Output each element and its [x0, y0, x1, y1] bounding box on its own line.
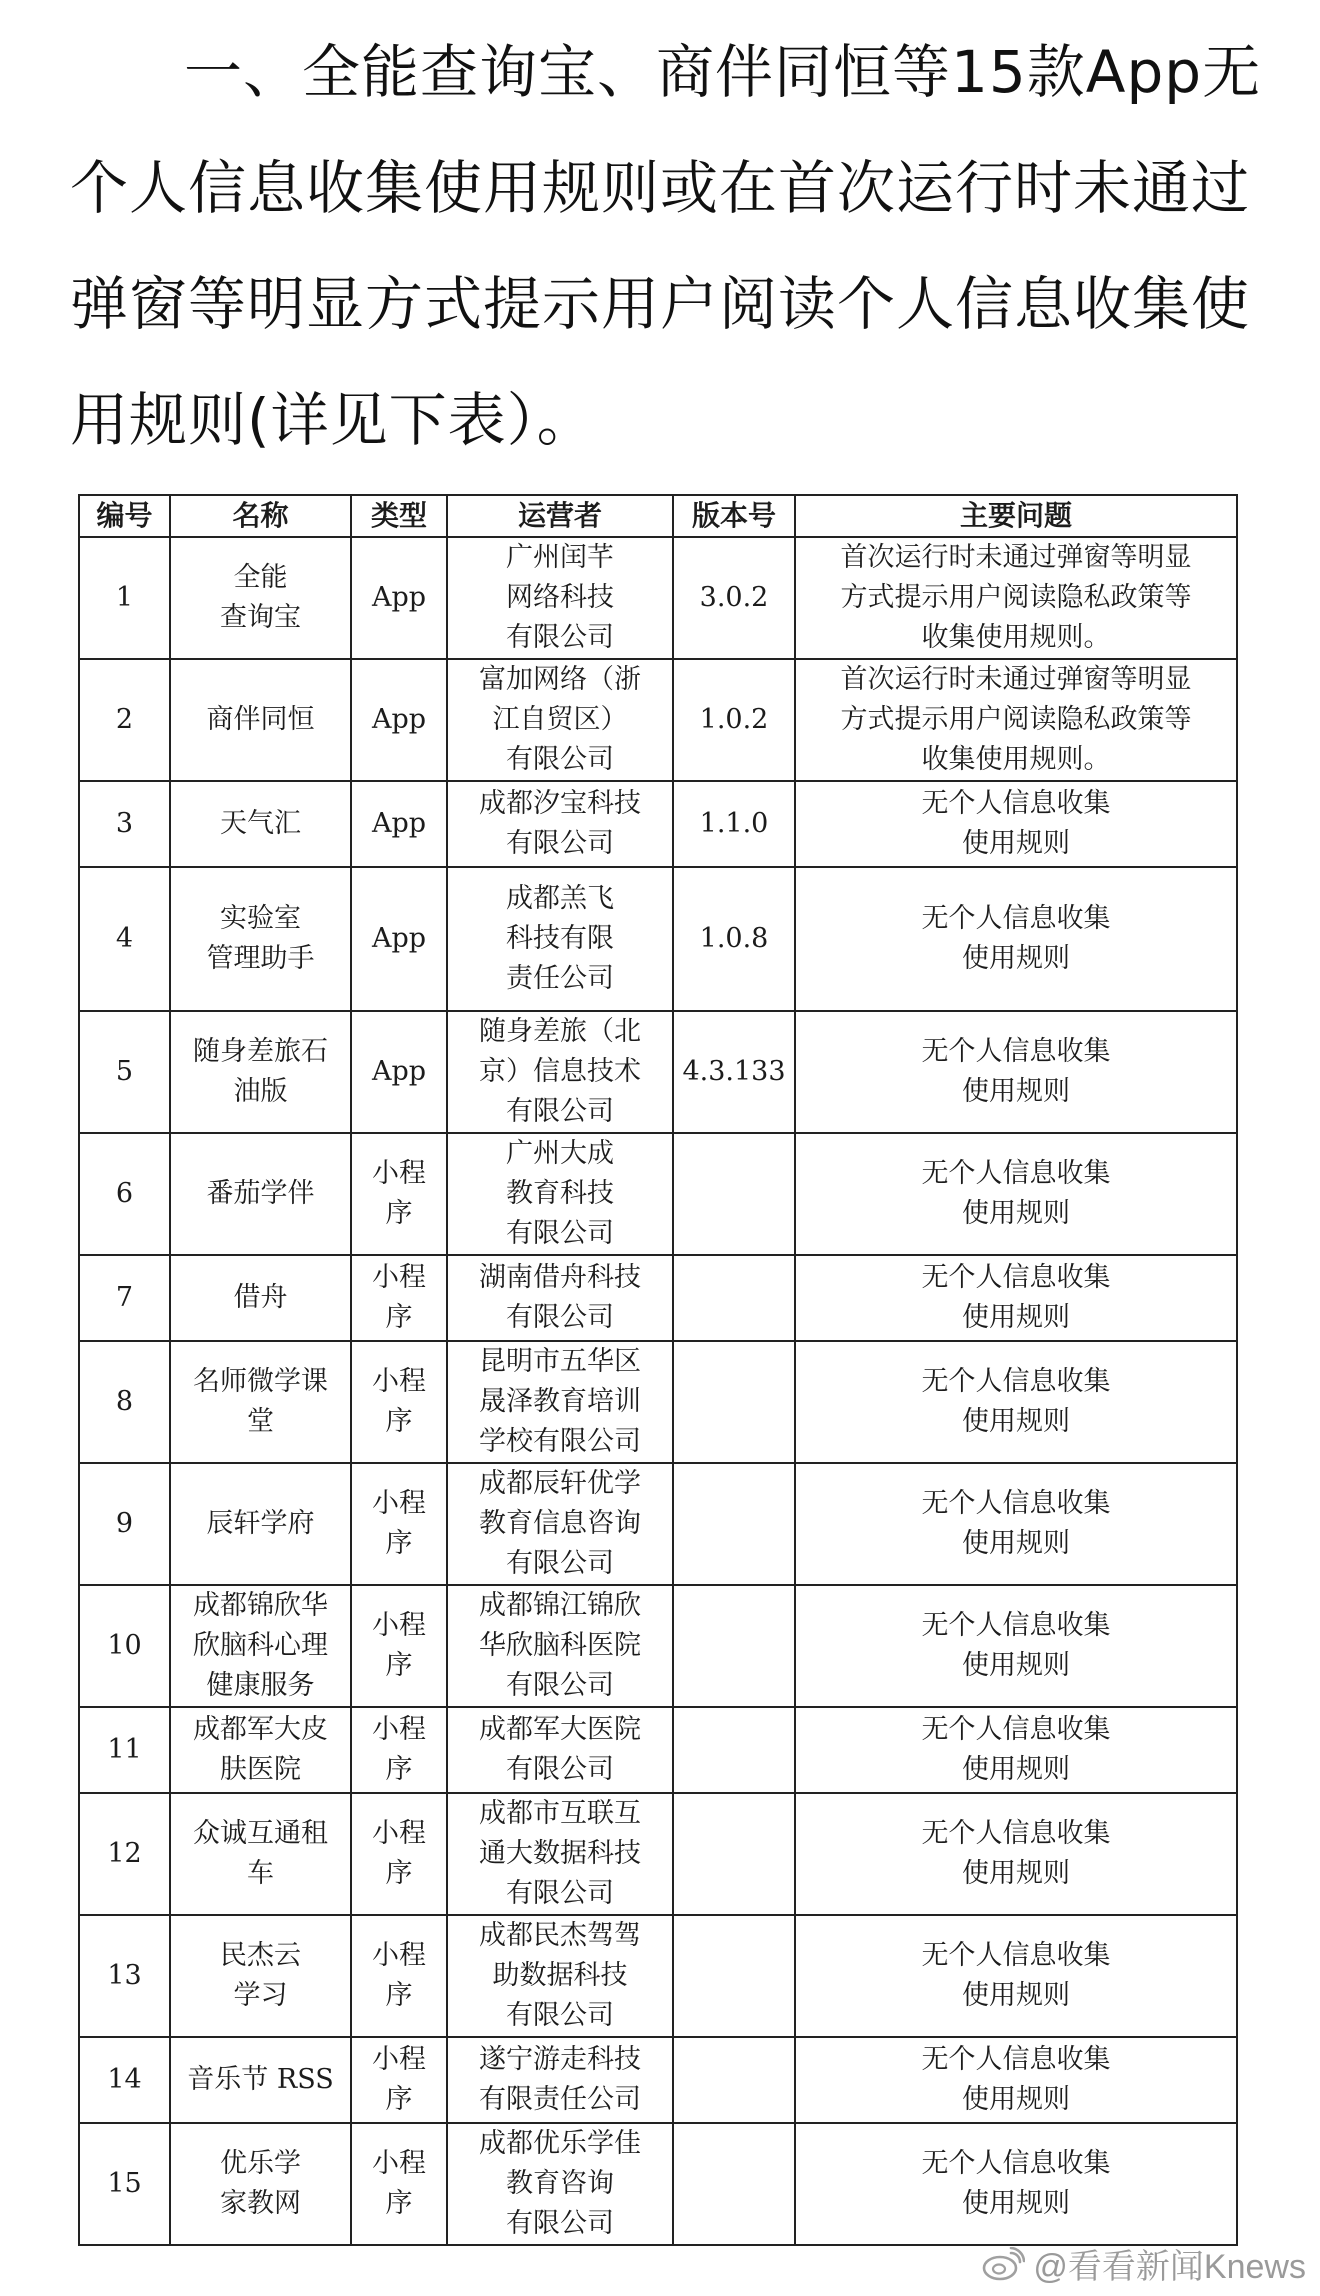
table-row: [79, 1011, 1237, 1133]
cell-issue: 无个人信息收集 使用规则: [795, 1341, 1237, 1463]
cell-name: 成都军大皮 肤医院: [170, 1707, 351, 1793]
cell-operator: 成都优乐学佳 教育咨询 有限公司: [447, 2123, 673, 2245]
table-row: [79, 1133, 1237, 1255]
cell-type: 小程 序: [351, 1463, 447, 1585]
table-header-row: [79, 495, 1237, 537]
intro-line: 一、全能查询宝、商伴同恒等15款App无: [184, 38, 1262, 106]
cell-issue: 无个人信息收集 使用规则: [795, 1463, 1237, 1585]
cell-name: 音乐节 RSS: [170, 2037, 351, 2123]
cell-version: [673, 1255, 795, 1341]
cell-number: 12: [79, 1793, 170, 1915]
cell-operator: 广州闰芊 网络科技 有限公司: [447, 537, 673, 659]
intro-line: 用规则(详见下表）。: [70, 386, 596, 454]
table-row: [79, 1463, 1237, 1585]
cell-name: 番茄学伴: [170, 1133, 351, 1255]
cell-operator: 成都民杰驾驾 助数据科技 有限公司: [447, 1915, 673, 2037]
cell-issue: 无个人信息收集 使用规则: [795, 1707, 1237, 1793]
cell-type: App: [351, 867, 447, 1011]
table-row: [79, 2123, 1237, 2245]
cell-operator: 成都汐宝科技 有限公司: [447, 781, 673, 867]
cell-number: 2: [79, 659, 170, 781]
cell-name: 商伴同恒: [170, 659, 351, 781]
cell-operator: 成都羔飞 科技有限 责任公司: [447, 867, 673, 1011]
cell-number: 7: [79, 1255, 170, 1341]
cell-type: App: [351, 1011, 447, 1133]
cell-type: 小程 序: [351, 1255, 447, 1341]
cell-type: 小程 序: [351, 1585, 447, 1707]
header-number: 编号: [79, 495, 170, 537]
table-row: [79, 867, 1237, 1011]
table-row: [79, 1585, 1237, 1707]
intro-line: 弹窗等明显方式提示用户阅读个人信息收集使: [70, 270, 1251, 338]
table-row: [79, 1915, 1237, 2037]
cell-operator: 遂宁游走科技 有限责任公司: [447, 2037, 673, 2123]
cell-name: 天气汇: [170, 781, 351, 867]
cell-operator: 富加网络（浙 江自贸区） 有限公司: [447, 659, 673, 781]
cell-issue: 首次运行时未通过弹窗等明显 方式提示用户阅读隐私政策等 收集使用规则。: [795, 537, 1237, 659]
cell-operator: 成都军大医院 有限公司: [447, 1707, 673, 1793]
cell-version: [673, 1463, 795, 1585]
cell-number: 1: [79, 537, 170, 659]
header-issue: 主要问题: [795, 495, 1237, 537]
table-row: [79, 781, 1237, 867]
cell-operator: 随身差旅（北 京）信息技术 有限公司: [447, 1011, 673, 1133]
cell-type: 小程 序: [351, 2037, 447, 2123]
cell-version: [673, 2037, 795, 2123]
cell-version: 4.3.133: [673, 1011, 795, 1133]
cell-issue: 无个人信息收集 使用规则: [795, 1255, 1237, 1341]
cell-type: 小程 序: [351, 1133, 447, 1255]
cell-number: 15: [79, 2123, 170, 2245]
weibo-logo-icon: [981, 2247, 1025, 2281]
cell-version: [673, 1793, 795, 1915]
cell-number: 10: [79, 1585, 170, 1707]
table-row: [79, 1793, 1237, 1915]
cell-operator: 昆明市五华区 晟泽教育培训 学校有限公司: [447, 1341, 673, 1463]
cell-issue: 无个人信息收集 使用规则: [795, 1793, 1237, 1915]
table-row: [79, 659, 1237, 781]
cell-name: 借舟: [170, 1255, 351, 1341]
cell-version: 1.0.8: [673, 867, 795, 1011]
cell-type: 小程 序: [351, 2123, 447, 2245]
cell-type: 小程 序: [351, 1707, 447, 1793]
cell-name: 民杰云 学习: [170, 1915, 351, 2037]
cell-name: 成都锦欣华 欣脑科心理 健康服务: [170, 1585, 351, 1707]
cell-version: 1.0.2: [673, 659, 795, 781]
cell-issue: 无个人信息收集 使用规则: [795, 2123, 1237, 2245]
watermark-text: @看看新闻Knews: [1033, 2248, 1306, 2286]
cell-name: 随身差旅石 油版: [170, 1011, 351, 1133]
cell-operator: 成都市互联互 通大数据科技 有限公司: [447, 1793, 673, 1915]
cell-version: [673, 2123, 795, 2245]
cell-issue: 无个人信息收集 使用规则: [795, 781, 1237, 867]
cell-version: [673, 1341, 795, 1463]
table-row: [79, 2037, 1237, 2123]
table-row: [79, 1341, 1237, 1463]
cell-type: 小程 序: [351, 1341, 447, 1463]
table-row: [79, 537, 1237, 659]
cell-name: 实验室 管理助手: [170, 867, 351, 1011]
cell-type: App: [351, 537, 447, 659]
watermark: [981, 2239, 1306, 2288]
cell-number: 14: [79, 2037, 170, 2123]
cell-number: 5: [79, 1011, 170, 1133]
cell-number: 11: [79, 1707, 170, 1793]
header-type: 类型: [351, 495, 447, 537]
cell-issue: 无个人信息收集 使用规则: [795, 1133, 1237, 1255]
cell-operator: 成都辰轩优学 教育信息咨询 有限公司: [447, 1463, 673, 1585]
cell-name: 众诚互通租 车: [170, 1793, 351, 1915]
cell-type: 小程 序: [351, 1915, 447, 2037]
cell-version: [673, 1707, 795, 1793]
header-name: 名称: [170, 495, 351, 537]
cell-name: 全能 查询宝: [170, 537, 351, 659]
cell-operator: 广州大成 教育科技 有限公司: [447, 1133, 673, 1255]
cell-name: 辰轩学府: [170, 1463, 351, 1585]
cell-version: [673, 1585, 795, 1707]
violations-table: [78, 494, 1238, 2246]
cell-number: 6: [79, 1133, 170, 1255]
cell-type: App: [351, 781, 447, 867]
table-row: [79, 1707, 1237, 1793]
intro-line: 个人信息收集使用规则或在首次运行时未通过: [70, 154, 1251, 222]
cell-version: [673, 1133, 795, 1255]
cell-name: 名师微学课 堂: [170, 1341, 351, 1463]
cell-number: 3: [79, 781, 170, 867]
cell-issue: 无个人信息收集 使用规则: [795, 1585, 1237, 1707]
cell-operator: 湖南借舟科技 有限公司: [447, 1255, 673, 1341]
cell-type: 小程 序: [351, 1793, 447, 1915]
cell-type: App: [351, 659, 447, 781]
cell-issue: 无个人信息收集 使用规则: [795, 867, 1237, 1011]
cell-version: [673, 1915, 795, 2037]
cell-issue: 无个人信息收集 使用规则: [795, 1011, 1237, 1133]
cell-issue: 无个人信息收集 使用规则: [795, 2037, 1237, 2123]
intro-paragraph: [70, 14, 1260, 478]
cell-version: 1.1.0: [673, 781, 795, 867]
cell-issue: 无个人信息收集 使用规则: [795, 1915, 1237, 2037]
cell-issue: 首次运行时未通过弹窗等明显 方式提示用户阅读隐私政策等 收集使用规则。: [795, 659, 1237, 781]
header-version: 版本号: [673, 495, 795, 537]
cell-number: 8: [79, 1341, 170, 1463]
cell-name: 优乐学 家教网: [170, 2123, 351, 2245]
table-body: [79, 537, 1237, 2245]
cell-number: 9: [79, 1463, 170, 1585]
cell-number: 4: [79, 867, 170, 1011]
table-row: [79, 1255, 1237, 1341]
header-operator: 运营者: [447, 495, 673, 537]
cell-version: 3.0.2: [673, 537, 795, 659]
cell-operator: 成都锦江锦欣 华欣脑科医院 有限公司: [447, 1585, 673, 1707]
cell-number: 13: [79, 1915, 170, 2037]
